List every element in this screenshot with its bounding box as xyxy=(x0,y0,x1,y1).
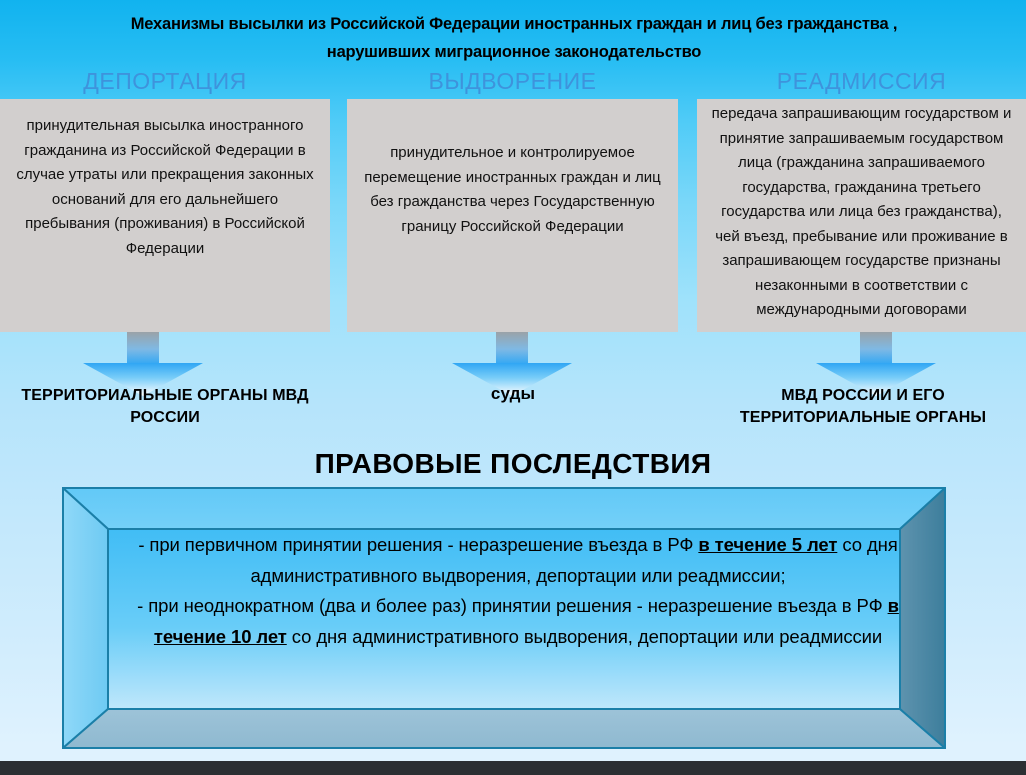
column-heading-readmission: РЕАДМИССИЯ xyxy=(776,68,947,94)
consequences-text-block xyxy=(100,530,936,652)
definition-box-deportation xyxy=(0,99,330,332)
consequence-item-1-part2: со дня административного выдворения, депортации или реадмиссии; xyxy=(250,534,898,586)
consequence-item-2 xyxy=(100,591,936,652)
arrow-caption-expulsion: суды xyxy=(490,384,536,403)
page-title: Механизмы высылки из Российской Федерации иностранных граждан и лиц без гражданства , нарушивших миграционное законодательство xyxy=(130,15,898,61)
consequence-item-1-part1: - при первичном принятии решения - неразрешение въезда в РФ xyxy=(138,534,699,555)
bottom-bar xyxy=(0,761,1026,775)
definition-text-deportation: принудительная высылка иностранного гражданина из Российской Федерации в случае утраты или прекращения законных оснований для его дальнейшего пребывания (проживания) в Российской Федерации xyxy=(16,117,314,257)
arrow-caption-readmission: МВД РОССИИ И ЕГО ТЕРРИТОРИАЛЬНЫЕ ОРГАНЫ xyxy=(739,387,987,426)
definition-box-readmission xyxy=(697,99,1026,332)
definition-text-expulsion: принудительное и контролируемое перемещение иностранных граждан и лиц без гражданства через Государственную границу Российской Федерации xyxy=(364,144,661,235)
consequence-item-1 xyxy=(100,530,936,591)
arrow-caption-deportation: ТЕРРИТОРИАЛЬНЫЕ ОРГАНЫ МВД РОССИИ xyxy=(21,387,309,426)
definition-box-expulsion xyxy=(347,99,678,332)
column-heading-expulsion: ВЫДВОРЕНИЕ xyxy=(428,68,597,94)
definition-text-readmission: передача запрашивающим государством и принятие запрашиваемым государством лица (гражданина запрашиваемого государства, гражданина третьего государства или лица без гражданства), чей въезд, пребывание или проживание в запрашивающем государстве признаны незаконными в соответствии с международными договорами xyxy=(711,105,1012,318)
consequence-item-2-part1: - при неоднократном (два и более раз) принятии решения - неразрешение въезда в РФ xyxy=(137,595,888,616)
consequence-item-2-part2: со дня административного выдворения, депортации или реадмиссии xyxy=(286,625,883,647)
consequences-title: ПРАВОВЫЕ ПОСЛЕДСТВИЯ xyxy=(314,448,712,479)
consequence-item-1-highlight: в течение 5 лет xyxy=(698,534,838,555)
column-heading-deportation: ДЕПОРТАЦИЯ xyxy=(83,68,247,94)
consequence-item-2-highlight: в течение 10 лет xyxy=(153,595,899,647)
